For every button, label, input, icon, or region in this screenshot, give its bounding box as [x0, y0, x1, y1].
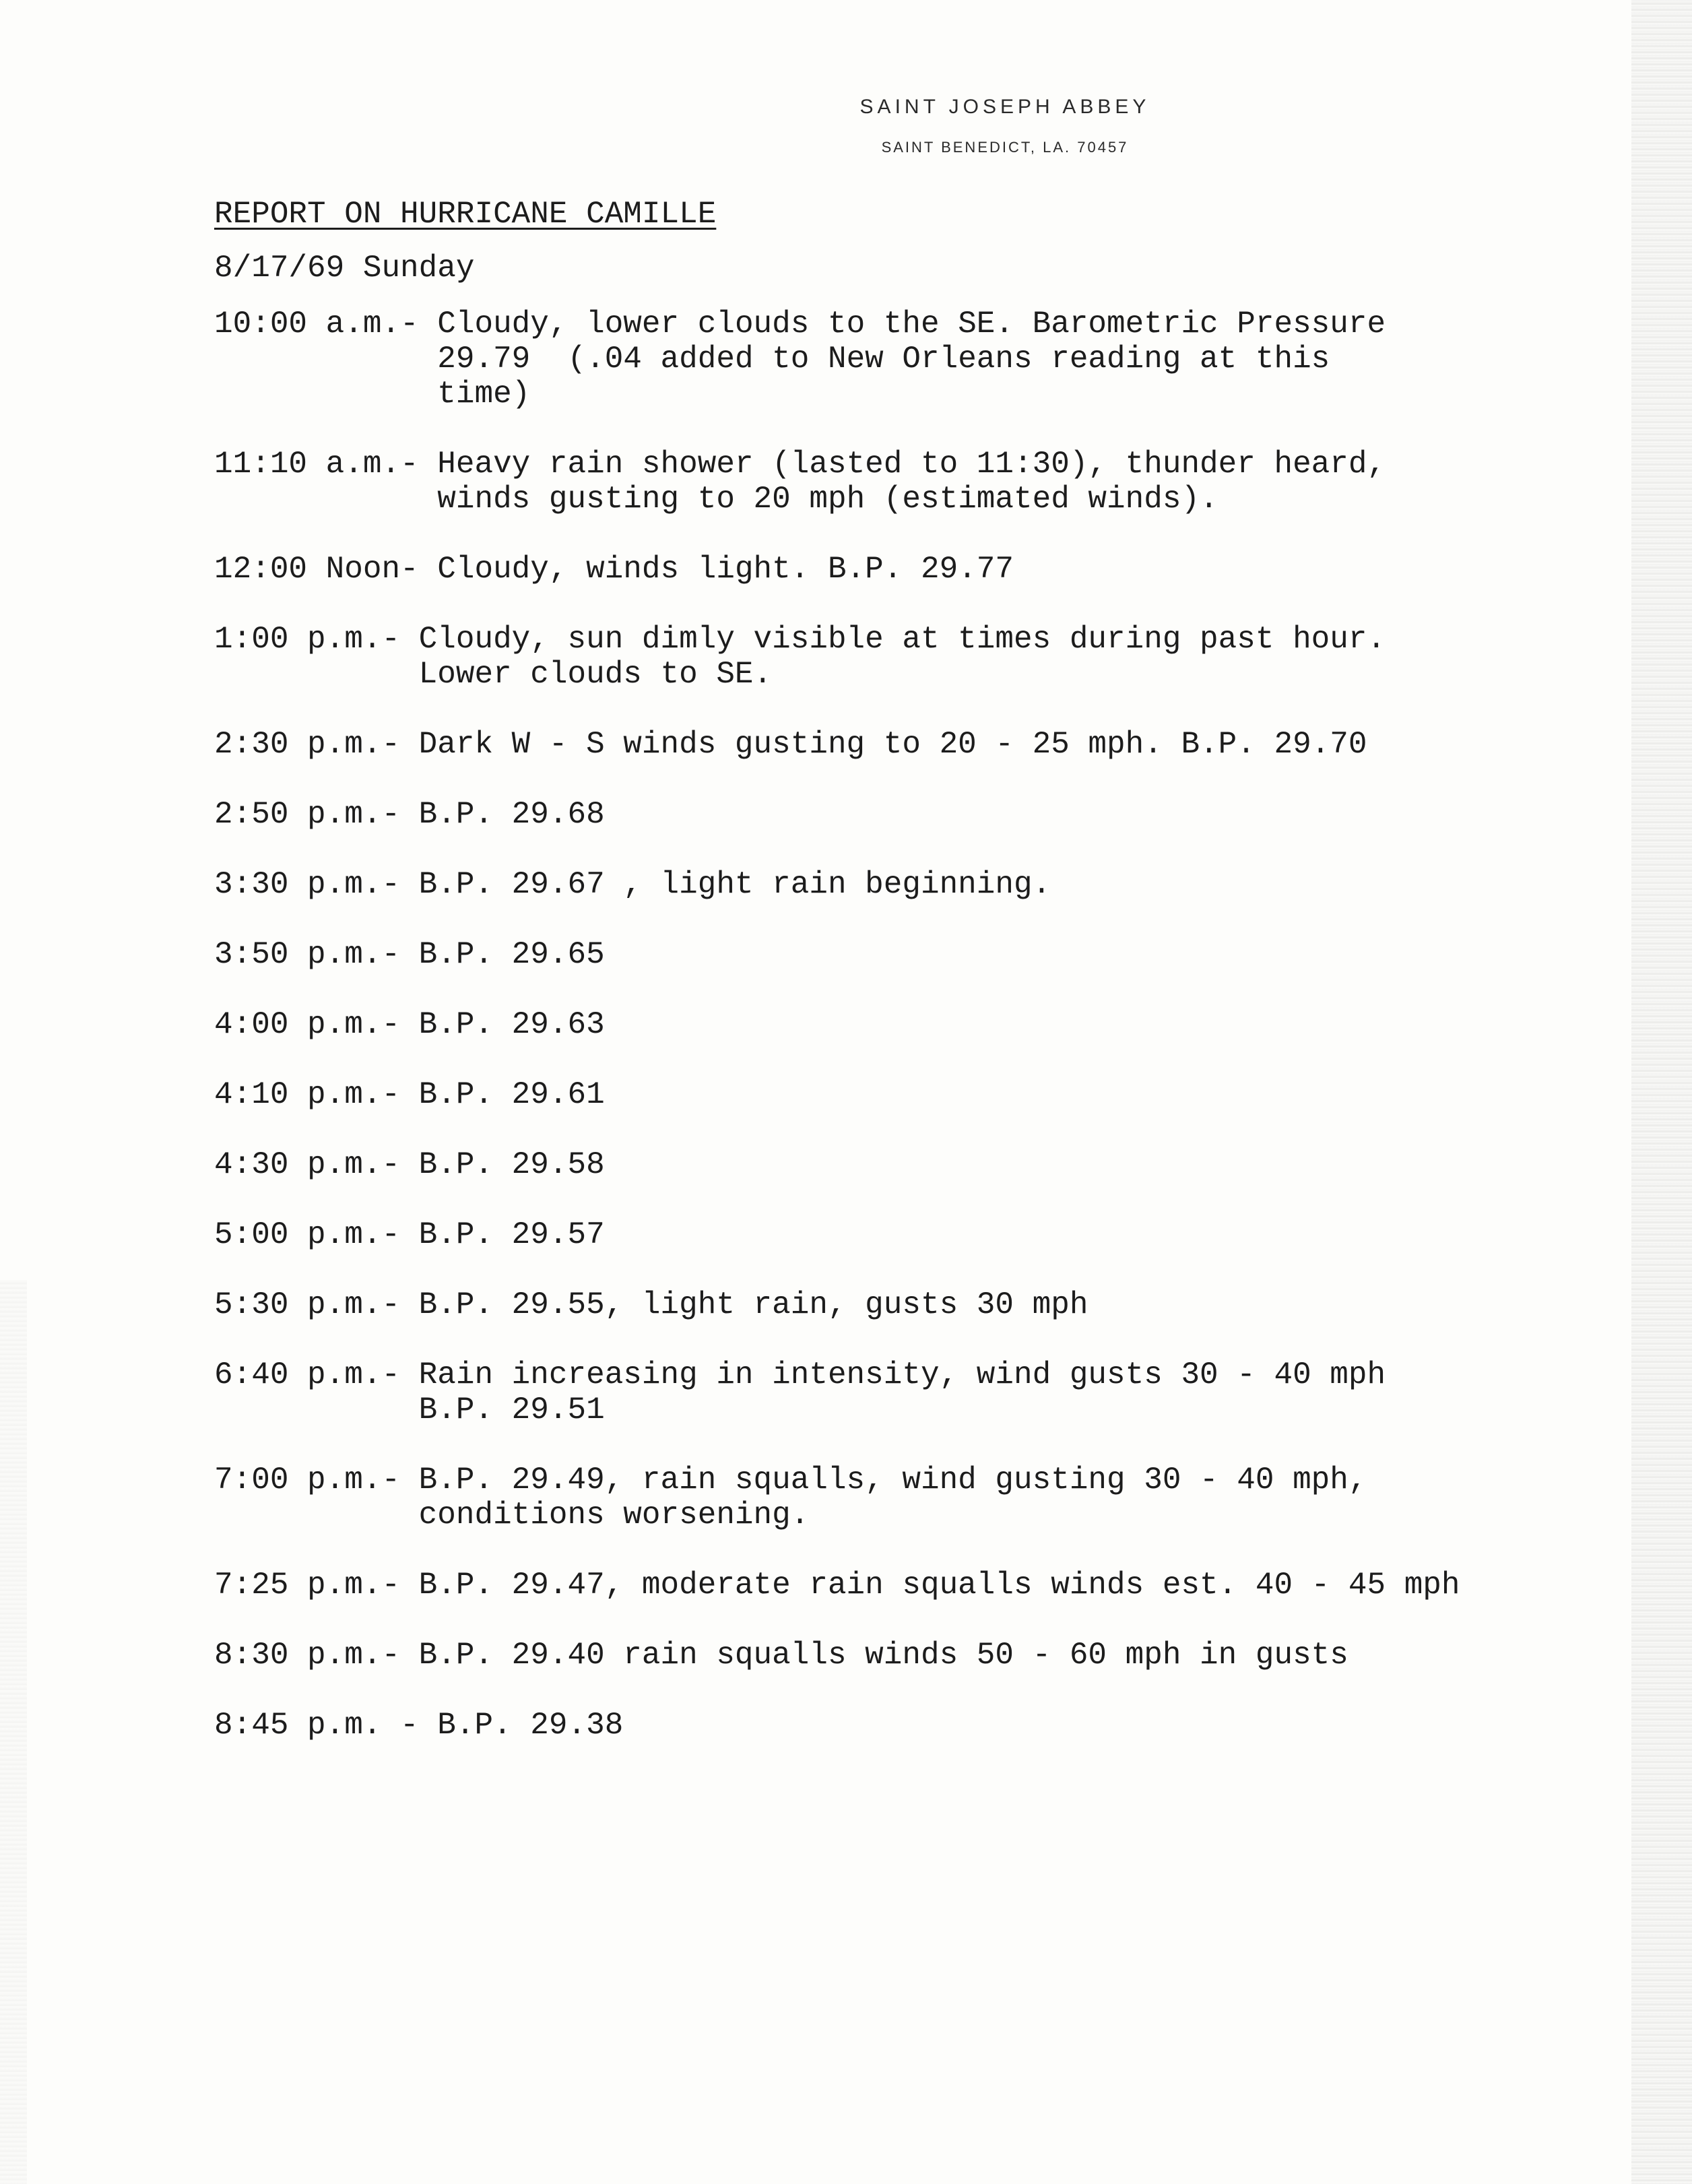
entry-text-line: Rain increasing in intensity, wind gusts 30 - 40 mph: [418, 1357, 1386, 1392]
entry-text-line: B.P. 29.68: [418, 797, 605, 832]
log-entry: [214, 1708, 1561, 1743]
entry-time: 8:30 p.m.-: [214, 1638, 419, 1673]
log-entry: [214, 1357, 1561, 1427]
log-entry: [214, 552, 1561, 587]
log-entry: [214, 1287, 1561, 1322]
entry-text-line: B.P. 29.47, moderate rain squalls winds est. 40 - 45 mph: [418, 1568, 1460, 1603]
entry-text-line: Cloudy, sun dimly visible at times during past hour.: [418, 622, 1386, 657]
entry-text-line: B.P. 29.38: [437, 1708, 624, 1743]
entry-text-line: B.P. 29.55, light rain, gusts 30 mph: [418, 1287, 1088, 1322]
log-entry: [214, 1217, 1561, 1252]
log-entry: [214, 867, 1561, 902]
log-entry: [214, 1077, 1561, 1112]
entry-text: [419, 1638, 1348, 1673]
entry-text: [419, 1217, 605, 1252]
entry-text: [419, 867, 1051, 902]
entry-time: 12:00 Noon-: [214, 552, 438, 587]
entry-text: [437, 307, 1386, 412]
log-entry: [214, 1568, 1561, 1603]
entry-text-line: Cloudy, winds light. B.P. 29.77: [437, 552, 1014, 587]
entry-text-line: B.P. 29.67 , light rain beginning.: [418, 867, 1051, 902]
entry-time: 4:10 p.m.-: [214, 1077, 419, 1112]
entry-text-line: Cloudy, lower clouds to the SE. Barometric Pressure: [437, 307, 1386, 342]
entry-time: 4:00 p.m.-: [214, 1007, 419, 1042]
entry-time: 1:00 p.m.-: [214, 622, 419, 657]
log-entries: [214, 307, 1561, 1743]
entry-text-line: B.P. 29.51: [418, 1392, 605, 1427]
entry-text-line: B.P. 29.65: [418, 937, 605, 972]
entry-text: [419, 937, 605, 972]
report-date: 8/17/69 Sunday: [214, 251, 475, 286]
report-title: REPORT ON HURRICANE CAMILLE: [214, 197, 717, 232]
entry-time: 5:00 p.m.-: [214, 1217, 419, 1252]
log-entry: [214, 307, 1561, 412]
entry-time: 11:10 a.m.-: [214, 447, 438, 482]
entry-time: 4:30 p.m.-: [214, 1147, 419, 1182]
entry-text-line: B.P. 29.57: [418, 1217, 605, 1252]
entry-time: 7:00 p.m.-: [214, 1463, 419, 1498]
entry-text: [419, 797, 605, 832]
entry-text-line: Heavy rain shower (lasted to 11:30), thunder heard,: [437, 447, 1386, 482]
letterhead-name: SAINT JOSEPH ABBEY: [859, 96, 1150, 118]
log-entry: [214, 727, 1561, 762]
entry-time: 2:50 p.m.-: [214, 797, 419, 832]
entry-text-line: B.P. 29.58: [418, 1147, 605, 1182]
entry-text: [419, 1463, 1367, 1533]
entry-text-line: 29.79 (.04 added to New Orleans reading at this: [437, 342, 1330, 377]
entry-text: [419, 1287, 1088, 1322]
entry-text: [419, 622, 1386, 692]
entry-text: [437, 552, 1014, 587]
entry-text-line: B.P. 29.49, rain squalls, wind gusting 30 - 40 mph,: [418, 1463, 1367, 1498]
log-entry: [214, 1007, 1561, 1042]
scan-edge-noise: [1631, 0, 1692, 2184]
entry-time: 8:45 p.m. -: [214, 1708, 438, 1743]
entry-text: [419, 1007, 605, 1042]
entry-text: [419, 1147, 605, 1182]
entry-text-line: B.P. 29.63: [418, 1007, 605, 1042]
scan-edge-noise-left: [0, 1280, 27, 2184]
log-entry: [214, 797, 1561, 832]
log-entry: [214, 1463, 1561, 1533]
entry-text: [419, 727, 1367, 762]
entry-text-line: B.P. 29.61: [418, 1077, 605, 1112]
entry-time: 5:30 p.m.-: [214, 1287, 419, 1322]
entry-text-line: winds gusting to 20 mph (estimated winds).: [437, 482, 1218, 517]
entry-text-line: Dark W - S winds gusting to 20 - 25 mph. B.P. 29.70: [418, 727, 1367, 762]
entry-text-line: time): [437, 377, 531, 412]
entry-time: 6:40 p.m.-: [214, 1357, 419, 1392]
log-entry: [214, 1147, 1561, 1182]
entry-text: [419, 1568, 1460, 1603]
entry-text: [437, 447, 1386, 517]
entry-time: 10:00 a.m.-: [214, 307, 438, 342]
entry-text-line: conditions worsening.: [418, 1498, 810, 1533]
entry-time: 7:25 p.m.-: [214, 1568, 419, 1603]
entry-time: 3:30 p.m.-: [214, 867, 419, 902]
entry-text: [419, 1357, 1386, 1427]
entry-time: 3:50 p.m.-: [214, 937, 419, 972]
log-entry: [214, 937, 1561, 972]
entry-text: [419, 1077, 605, 1112]
entry-text-line: B.P. 29.40 rain squalls winds 50 - 60 mph in gusts: [418, 1638, 1348, 1673]
entry-time: 2:30 p.m.-: [214, 727, 419, 762]
log-entry: [214, 622, 1561, 692]
letterhead-address: SAINT BENEDICT, LA. 70457: [881, 139, 1129, 156]
log-entry: [214, 1638, 1561, 1673]
log-entry: [214, 447, 1561, 517]
entry-text: [437, 1708, 623, 1743]
entry-text-line: Lower clouds to SE.: [418, 657, 773, 692]
